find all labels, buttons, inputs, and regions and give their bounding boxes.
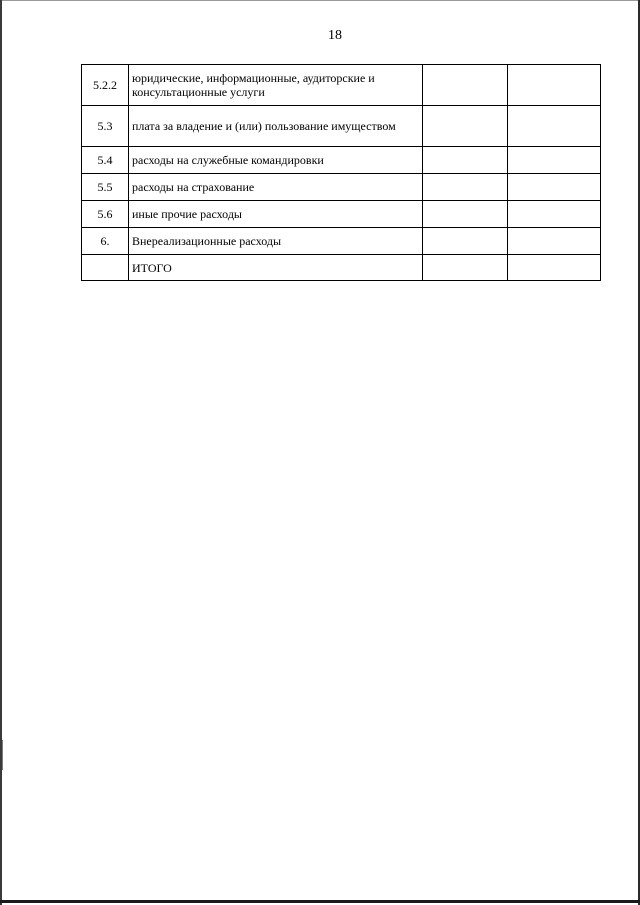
row-number: 5.2.2 xyxy=(82,65,129,106)
row-value-1 xyxy=(423,174,508,201)
row-value-1 xyxy=(423,106,508,147)
row-value-2 xyxy=(508,201,601,228)
row-name: плата за владение и (или) пользование имуществом xyxy=(129,106,423,147)
scan-speck xyxy=(2,740,3,770)
table-row xyxy=(82,174,601,201)
row-value-1 xyxy=(423,228,508,255)
row-value-1 xyxy=(423,201,508,228)
scan-edge-bottom xyxy=(0,900,640,903)
row-value-2 xyxy=(508,174,601,201)
row-number: 5.5 xyxy=(82,174,129,201)
scan-edge-top xyxy=(0,0,640,1)
row-value-2 xyxy=(508,65,601,106)
row-number: 5.4 xyxy=(82,147,129,174)
row-value-1 xyxy=(423,147,508,174)
row-number: 6. xyxy=(82,228,129,255)
row-value-1 xyxy=(423,65,508,106)
row-number xyxy=(82,255,129,281)
table-row xyxy=(82,65,601,106)
row-value-2 xyxy=(508,147,601,174)
table-row-total xyxy=(82,255,601,281)
row-value-2 xyxy=(508,106,601,147)
table-row xyxy=(82,228,601,255)
table-row xyxy=(82,147,601,174)
row-number: 5.3 xyxy=(82,106,129,147)
table-row xyxy=(82,106,601,147)
row-name: расходы на служебные командировки xyxy=(129,147,423,174)
row-name: ИТОГО xyxy=(129,255,423,281)
row-value-2 xyxy=(508,255,601,281)
row-value-2 xyxy=(508,228,601,255)
table-row xyxy=(82,201,601,228)
row-name: юридические, информационные, аудиторские и консультационные услуги xyxy=(129,65,423,106)
row-name: Внереализационные расходы xyxy=(129,228,423,255)
row-name: иные прочие расходы xyxy=(129,201,423,228)
row-name: расходы на страхование xyxy=(129,174,423,201)
expenses-table xyxy=(81,64,601,281)
page-number: 18 xyxy=(328,28,342,43)
row-value-1 xyxy=(423,255,508,281)
row-number: 5.6 xyxy=(82,201,129,228)
